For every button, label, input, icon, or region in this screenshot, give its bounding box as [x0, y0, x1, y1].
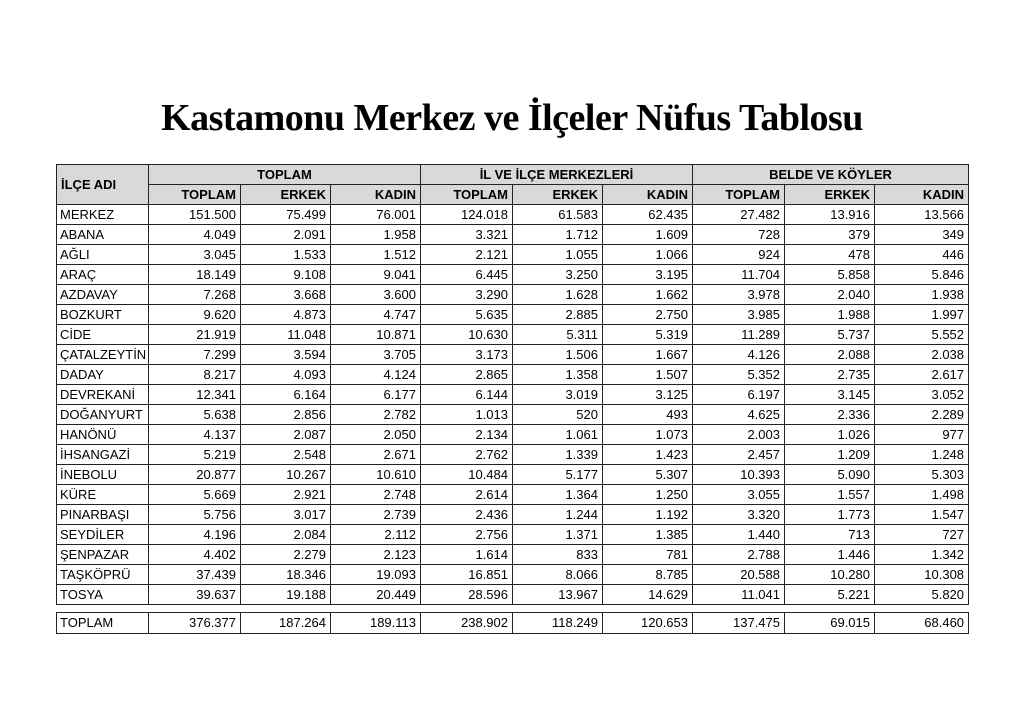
sub-header-female: KADIN: [875, 185, 969, 205]
population-cell: 6.164: [241, 385, 331, 405]
district-name: ÇATALZEYTİN: [57, 345, 149, 365]
population-cell: 4.124: [331, 365, 421, 385]
population-cell: 977: [875, 425, 969, 445]
population-cell: 75.499: [241, 205, 331, 225]
sub-header-male: ERKEK: [513, 185, 603, 205]
spacer-row: [57, 605, 969, 613]
population-cell: 3.705: [331, 345, 421, 365]
population-cell: 1.026: [785, 425, 875, 445]
district-name: TOPLAM: [57, 613, 149, 634]
population-cell: 1.055: [513, 245, 603, 265]
population-cell: 10.267: [241, 465, 331, 485]
population-cell: 1.446: [785, 545, 875, 565]
population-cell: 62.435: [603, 205, 693, 225]
population-cell: 5.090: [785, 465, 875, 485]
population-cell: 1.773: [785, 505, 875, 525]
population-cell: 3.290: [421, 285, 513, 305]
population-cell: 727: [875, 525, 969, 545]
population-cell: 4.873: [241, 305, 331, 325]
population-cell: 5.307: [603, 465, 693, 485]
district-name: KÜRE: [57, 485, 149, 505]
district-name: CİDE: [57, 325, 149, 345]
population-cell: 1.628: [513, 285, 603, 305]
population-cell: 2.038: [875, 345, 969, 365]
population-cell: 5.756: [149, 505, 241, 525]
population-cell: 6.144: [421, 385, 513, 405]
population-cell: 376.377: [149, 613, 241, 634]
population-cell: 118.249: [513, 613, 603, 634]
population-cell: 12.341: [149, 385, 241, 405]
population-cell: 2.336: [785, 405, 875, 425]
population-cell: 7.299: [149, 345, 241, 365]
population-cell: 1.244: [513, 505, 603, 525]
population-cell: 5.552: [875, 325, 969, 345]
population-cell: 924: [693, 245, 785, 265]
district-name: DOĞANYURT: [57, 405, 149, 425]
population-cell: 5.669: [149, 485, 241, 505]
population-cell: 3.045: [149, 245, 241, 265]
district-name: HANÖNÜ: [57, 425, 149, 445]
population-cell: 1.073: [603, 425, 693, 445]
population-cell: 493: [603, 405, 693, 425]
group-header-villages: BELDE VE KÖYLER: [693, 165, 969, 185]
population-cell: 3.145: [785, 385, 875, 405]
table-row: [57, 445, 969, 465]
population-cell: 1.609: [603, 225, 693, 245]
population-cell: 3.978: [693, 285, 785, 305]
population-cell: 2.750: [603, 305, 693, 325]
population-cell: 9.041: [331, 265, 421, 285]
table-row: [57, 265, 969, 285]
population-cell: 28.596: [421, 585, 513, 605]
spacer-cell: [57, 605, 969, 613]
table-body: [57, 205, 969, 634]
district-name: AĞLI: [57, 245, 149, 265]
population-cell: 1.423: [603, 445, 693, 465]
sub-header-total: TOPLAM: [421, 185, 513, 205]
population-cell: 76.001: [331, 205, 421, 225]
group-header-total: TOPLAM: [149, 165, 421, 185]
population-cell: 2.865: [421, 365, 513, 385]
population-cell: 68.460: [875, 613, 969, 634]
population-cell: 3.250: [513, 265, 603, 285]
population-cell: 1.364: [513, 485, 603, 505]
population-cell: 11.704: [693, 265, 785, 285]
population-cell: 4.402: [149, 545, 241, 565]
table-row: [57, 505, 969, 525]
population-cell: 4.625: [693, 405, 785, 425]
district-name: PINARBAŞI: [57, 505, 149, 525]
population-cell: 21.919: [149, 325, 241, 345]
population-cell: 2.782: [331, 405, 421, 425]
table-row: [57, 285, 969, 305]
sub-header-total: TOPLAM: [693, 185, 785, 205]
population-cell: 2.084: [241, 525, 331, 545]
population-cell: 14.629: [603, 585, 693, 605]
population-cell: 13.916: [785, 205, 875, 225]
population-cell: 2.762: [421, 445, 513, 465]
group-header-centers: İL VE İLÇE MERKEZLERİ: [421, 165, 693, 185]
population-cell: 3.668: [241, 285, 331, 305]
population-cell: 2.735: [785, 365, 875, 385]
population-cell: 2.436: [421, 505, 513, 525]
population-cell: 13.566: [875, 205, 969, 225]
population-cell: 2.788: [693, 545, 785, 565]
population-cell: 2.614: [421, 485, 513, 505]
population-cell: 3.195: [603, 265, 693, 285]
population-cell: 5.820: [875, 585, 969, 605]
population-cell: 19.188: [241, 585, 331, 605]
population-cell: 1.938: [875, 285, 969, 305]
population-cell: 189.113: [331, 613, 421, 634]
population-cell: 2.671: [331, 445, 421, 465]
district-name: BOZKURT: [57, 305, 149, 325]
population-cell: 10.484: [421, 465, 513, 485]
population-cell: 9.620: [149, 305, 241, 325]
population-cell: 3.321: [421, 225, 513, 245]
population-cell: 1.371: [513, 525, 603, 545]
population-cell: 5.638: [149, 405, 241, 425]
population-cell: 728: [693, 225, 785, 245]
district-name: TAŞKÖPRÜ: [57, 565, 149, 585]
table-row: [57, 405, 969, 425]
population-cell: 8.066: [513, 565, 603, 585]
population-cell: 446: [875, 245, 969, 265]
population-cell: 11.041: [693, 585, 785, 605]
population-cell: 1.547: [875, 505, 969, 525]
table-row: [57, 325, 969, 345]
population-cell: 3.052: [875, 385, 969, 405]
population-cell: 120.653: [603, 613, 693, 634]
population-cell: 10.610: [331, 465, 421, 485]
district-name: İHSANGAZİ: [57, 445, 149, 465]
population-cell: 1.339: [513, 445, 603, 465]
district-name: AZDAVAY: [57, 285, 149, 305]
population-cell: 1.614: [421, 545, 513, 565]
population-cell: 1.506: [513, 345, 603, 365]
district-name: ABANA: [57, 225, 149, 245]
population-cell: 1.988: [785, 305, 875, 325]
population-cell: 19.093: [331, 565, 421, 585]
sub-header-male: ERKEK: [241, 185, 331, 205]
population-cell: 151.500: [149, 205, 241, 225]
population-cell: 3.055: [693, 485, 785, 505]
population-cell: 1.712: [513, 225, 603, 245]
population-cell: 2.050: [331, 425, 421, 445]
population-cell: 8.217: [149, 365, 241, 385]
district-name: MERKEZ: [57, 205, 149, 225]
population-cell: 8.785: [603, 565, 693, 585]
population-cell: 3.173: [421, 345, 513, 365]
population-cell: 5.177: [513, 465, 603, 485]
population-cell: 4.137: [149, 425, 241, 445]
population-cell: 37.439: [149, 565, 241, 585]
population-cell: 3.594: [241, 345, 331, 365]
district-name: DADAY: [57, 365, 149, 385]
population-cell: 2.548: [241, 445, 331, 465]
population-cell: 478: [785, 245, 875, 265]
population-cell: 61.583: [513, 205, 603, 225]
population-cell: 1.342: [875, 545, 969, 565]
population-cell: 5.219: [149, 445, 241, 465]
population-cell: 3.125: [603, 385, 693, 405]
population-cell: 1.248: [875, 445, 969, 465]
population-cell: 1.498: [875, 485, 969, 505]
total-row: [57, 613, 969, 634]
population-cell: 11.048: [241, 325, 331, 345]
population-cell: 20.449: [331, 585, 421, 605]
population-cell: 1.440: [693, 525, 785, 545]
district-column-header: İLÇE ADI: [57, 165, 149, 205]
population-cell: 2.457: [693, 445, 785, 465]
page-title: Kastamonu Merkez ve İlçeler Nüfus Tablosu: [161, 97, 863, 139]
population-cell: 3.600: [331, 285, 421, 305]
population-cell: 1.061: [513, 425, 603, 445]
district-name: ARAÇ: [57, 265, 149, 285]
population-cell: 2.091: [241, 225, 331, 245]
population-cell: 3.017: [241, 505, 331, 525]
table-row: [57, 305, 969, 325]
table-row: [57, 365, 969, 385]
population-cell: 1.533: [241, 245, 331, 265]
table-row: [57, 345, 969, 365]
population-cell: 781: [603, 545, 693, 565]
table-row: [57, 545, 969, 565]
population-cell: 10.393: [693, 465, 785, 485]
population-cell: 5.635: [421, 305, 513, 325]
population-cell: 10.308: [875, 565, 969, 585]
sub-header-female: KADIN: [603, 185, 693, 205]
population-cell: 6.197: [693, 385, 785, 405]
population-cell: 5.858: [785, 265, 875, 285]
population-cell: 1.209: [785, 445, 875, 465]
table-row: [57, 385, 969, 405]
population-cell: 2.040: [785, 285, 875, 305]
population-cell: 1.013: [421, 405, 513, 425]
population-cell: 1.358: [513, 365, 603, 385]
population-cell: 11.289: [693, 325, 785, 345]
table-row: [57, 565, 969, 585]
population-cell: 3.985: [693, 305, 785, 325]
population-cell: 20.588: [693, 565, 785, 585]
table-row: [57, 465, 969, 485]
population-cell: 2.088: [785, 345, 875, 365]
population-cell: 1.958: [331, 225, 421, 245]
population-cell: 39.637: [149, 585, 241, 605]
population-cell: 187.264: [241, 613, 331, 634]
district-name: İNEBOLU: [57, 465, 149, 485]
population-table: [56, 164, 969, 634]
population-cell: 10.280: [785, 565, 875, 585]
population-cell: 9.108: [241, 265, 331, 285]
table-row: [57, 225, 969, 245]
population-cell: 2.087: [241, 425, 331, 445]
population-cell: 4.747: [331, 305, 421, 325]
population-cell: 2.003: [693, 425, 785, 445]
table-row: [57, 585, 969, 605]
population-cell: 4.126: [693, 345, 785, 365]
table-row: [57, 205, 969, 225]
district-name: TOSYA: [57, 585, 149, 605]
population-cell: 3.019: [513, 385, 603, 405]
population-cell: 1.250: [603, 485, 693, 505]
district-name: ŞENPAZAR: [57, 545, 149, 565]
population-cell: 5.352: [693, 365, 785, 385]
table-row: [57, 525, 969, 545]
population-cell: 6.177: [331, 385, 421, 405]
population-cell: 1.557: [785, 485, 875, 505]
population-cell: 13.967: [513, 585, 603, 605]
population-cell: 4.093: [241, 365, 331, 385]
population-cell: 16.851: [421, 565, 513, 585]
population-cell: 1.512: [331, 245, 421, 265]
population-cell: 1.662: [603, 285, 693, 305]
population-cell: 2.921: [241, 485, 331, 505]
population-cell: 4.196: [149, 525, 241, 545]
population-cell: 124.018: [421, 205, 513, 225]
sub-header-male: ERKEK: [785, 185, 875, 205]
population-cell: 833: [513, 545, 603, 565]
population-cell: 18.346: [241, 565, 331, 585]
population-cell: 4.049: [149, 225, 241, 245]
population-cell: 520: [513, 405, 603, 425]
sub-header-female: KADIN: [331, 185, 421, 205]
population-cell: 238.902: [421, 613, 513, 634]
population-cell: 3.320: [693, 505, 785, 525]
population-cell: 2.279: [241, 545, 331, 565]
population-cell: 10.871: [331, 325, 421, 345]
sub-header-total: TOPLAM: [149, 185, 241, 205]
population-cell: 379: [785, 225, 875, 245]
population-cell: 713: [785, 525, 875, 545]
population-cell: 1.667: [603, 345, 693, 365]
population-cell: 69.015: [785, 613, 875, 634]
population-cell: 5.311: [513, 325, 603, 345]
population-cell: 20.877: [149, 465, 241, 485]
population-cell: 2.134: [421, 425, 513, 445]
population-cell: 2.885: [513, 305, 603, 325]
population-cell: 5.846: [875, 265, 969, 285]
population-cell: 2.739: [331, 505, 421, 525]
population-cell: 18.149: [149, 265, 241, 285]
population-cell: 1.997: [875, 305, 969, 325]
population-cell: 5.303: [875, 465, 969, 485]
population-cell: 137.475: [693, 613, 785, 634]
table-row: [57, 485, 969, 505]
population-cell: 2.121: [421, 245, 513, 265]
population-cell: 1.507: [603, 365, 693, 385]
population-cell: 2.856: [241, 405, 331, 425]
table-row: [57, 245, 969, 265]
population-cell: 2.123: [331, 545, 421, 565]
district-name: SEYDİLER: [57, 525, 149, 545]
population-cell: 5.221: [785, 585, 875, 605]
table-row: [57, 425, 969, 445]
population-cell: 7.268: [149, 285, 241, 305]
population-cell: 2.617: [875, 365, 969, 385]
population-cell: 5.737: [785, 325, 875, 345]
population-cell: 1.066: [603, 245, 693, 265]
population-cell: 2.289: [875, 405, 969, 425]
population-cell: 349: [875, 225, 969, 245]
population-cell: 2.112: [331, 525, 421, 545]
population-cell: 2.756: [421, 525, 513, 545]
population-cell: 5.319: [603, 325, 693, 345]
population-cell: 2.748: [331, 485, 421, 505]
population-cell: 1.192: [603, 505, 693, 525]
population-cell: 27.482: [693, 205, 785, 225]
population-cell: 6.445: [421, 265, 513, 285]
district-name: DEVREKANİ: [57, 385, 149, 405]
population-cell: 1.385: [603, 525, 693, 545]
population-cell: 10.630: [421, 325, 513, 345]
